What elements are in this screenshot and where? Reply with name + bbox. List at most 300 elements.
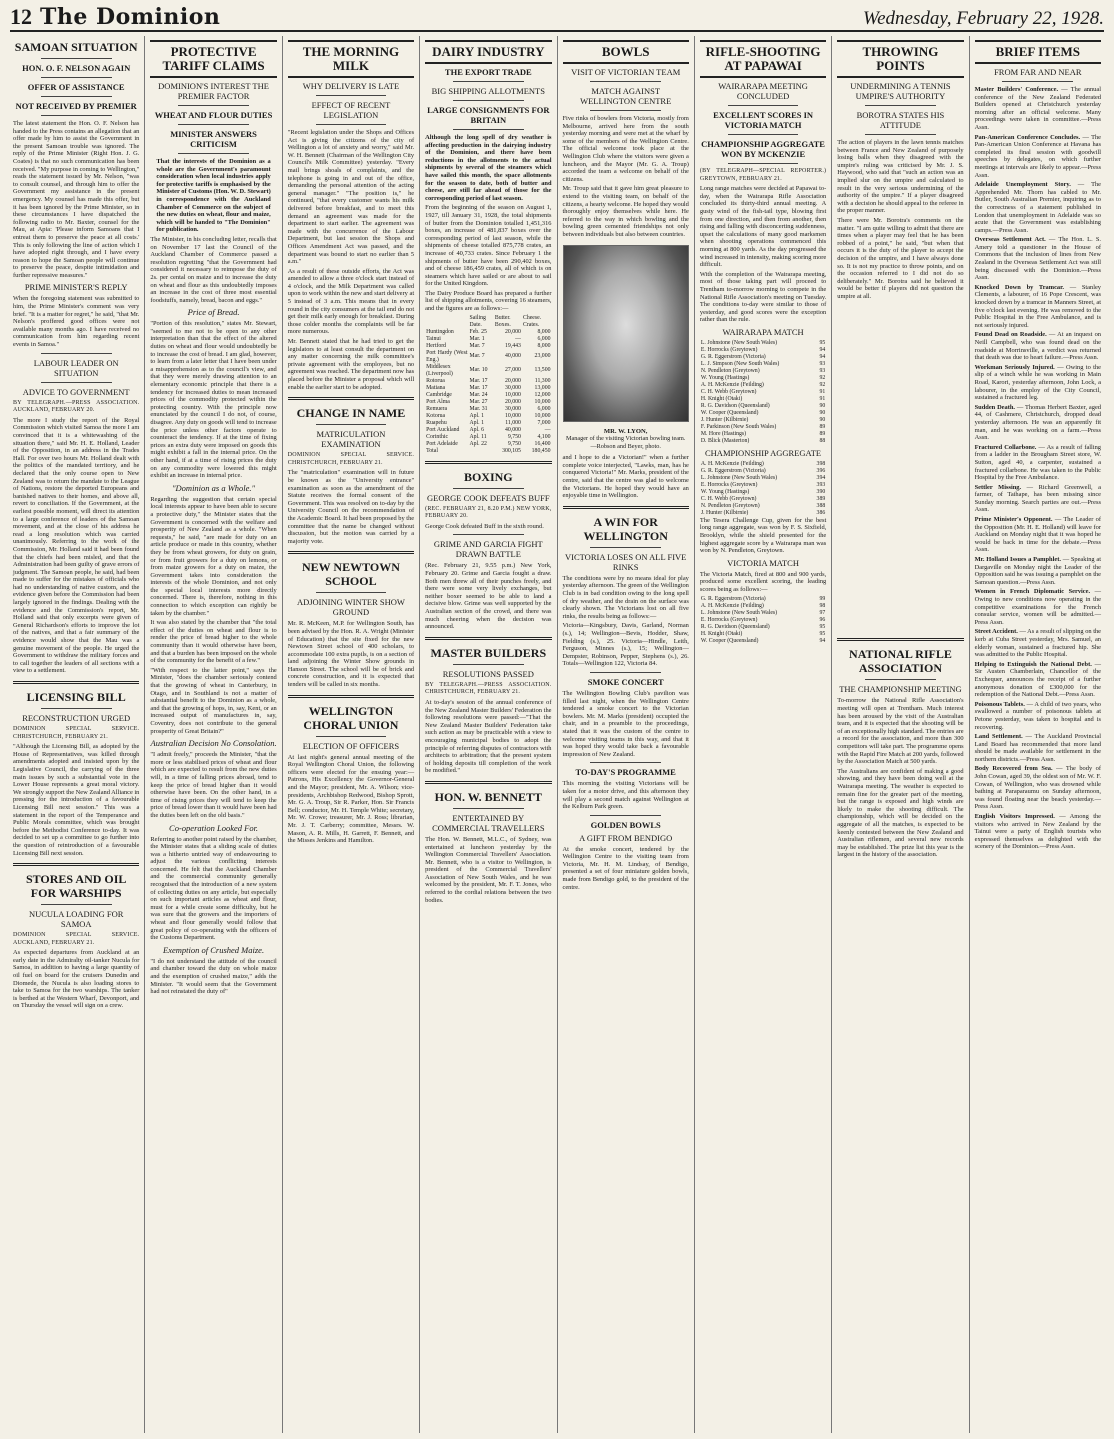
subhead: WHEAT AND FLOUR DUTIES [154, 110, 273, 120]
competitor-score: 388 [816, 502, 826, 509]
table-cell: Mar. 7 [469, 342, 485, 349]
table-cell: Corinthic [426, 433, 449, 440]
article-text: When the foregoing statement was submitted to him, the Prime Minister's comment was very brief. "It is a matter for regret," he said, "that Mr. Nelson's proffered good offices were not available many months ago. I have received no communication from him regarding recent events in Samoa." [13, 295, 140, 349]
subhead: VICTORIA LOSES ON ALL FIVE RINKS [565, 551, 687, 572]
brief-item: Helping to Extinguish the National Debt. — Sir Austen Chamberlain, Chancellor of the Exchequer, announces the receipt of a further anonymous donation of £300,000 for the redemption of the National Debt.—Press Assn. [974, 660, 1101, 699]
competitor-name: J. Hunter (Kilbirnie) [700, 416, 749, 423]
table-cell: 10,000 [534, 398, 551, 405]
table-cell [468, 448, 493, 455]
table-cell: 30,000 [505, 384, 521, 391]
headline-protective-tariff: PROTECTIVE TARIFF CLAIMS [150, 40, 276, 78]
article-lead: Although the long spell of dry weather is affecting production in the dairying industry of the Dominion, and there have been reductions in the allotments to the actual shipments by several of the steamers which have sailed this month, the space allotments for the season to date, both of butter and cheese, are still far ahead of those for the corresponding period of last season. [425, 134, 552, 202]
table-cell: Cambridge [426, 391, 452, 398]
table-row [425, 399, 551, 406]
brief-items-list [975, 86, 1101, 851]
article-text: With the completion of the Wairarapa meeting, most of those taking part will proceed to Trentham to-morrow morning to compete in the National Rifle Association's meeting on Tuesday. The conditions to-day were similar to those of yesterday, and good scores were the exception rather than the rule. [699, 270, 827, 324]
headline-master-builders: MASTER BUILDERS [430, 645, 547, 660]
subhead: WHY DELIVERY IS LATE [302, 81, 400, 91]
brief-item-title: Sudden Death. [974, 403, 1015, 411]
caption-text: Manager of the visiting Victorian bowling team. —Robson and Beyer, photo. [566, 435, 686, 450]
table-cell: 300,105 [502, 447, 521, 454]
table-cell: 11,300 [534, 377, 551, 384]
article-text: "Although the Licensing Bill, as adopted by the House of Representatives, was killed through amendments adopted and insisted upon by the Legislative Council, the carrying of the three main issues by such a substantial vote in the Lower House represents a great moral victory. We strongly support the New Zealand Alliance in pressing for the introduction of a favourable Licensing Bill next session." This was a statement in the report of the Temperance and Public Morals committee, which was brought before the Methodist Conference to-day. It was decided to set up a committee to go further into the question of reintroduction of a favourable Licensing Bill next session. [13, 743, 140, 857]
competitor-name: A. H. McKenzie (Feilding) [700, 460, 764, 467]
subhead: NUCULA LOADING FOR SAMOA [28, 909, 124, 930]
competitor-name: L. Johnstone (New South Wales) [700, 339, 778, 346]
headline-stores-oil: STORES AND OIL FOR WARSHIPS [25, 872, 127, 901]
byline: (BY TELEGRAPH—SPECIAL REPORTER.) GREYTOWN, FEBRUARY 21. [699, 168, 827, 182]
table-row [425, 392, 551, 399]
subhead: A GIFT FROM BENDIGO [579, 832, 673, 843]
subhead: BIG SHIPPING ALLOTMENTS [431, 86, 545, 96]
brief-item-title: Mr. Holland Issues a Pamphlet. [974, 556, 1061, 564]
article-text: The more I study the report of the Royal Commission which visited Samoa the more I am convinced that it is a whitewashing of the situation there," said Mr. H. E. Holland, Leader of the Opposition, in an address in the Trades Hall. For over two hours Mr. Holland dealt with the politics of the mandated territory, and he declared that the only course open to New Zealand was to return the mandate to the League of Nations, restore the deported Europeans and banished natives to their homes, and above all, revert to conciliation. If the Government, at the earliest possible moment, will direct its attention to a large conference of leaders of the Samoan movement, and at the close of his address he read a long resolution which was carried unanimously. Referring to the work of the Commission, Mr. Holland said it had been found that the chiefs had been misled, and that the Administration had been guilty of grave errors of judgment. The Samoan people, he said, had been made to suffer for the mistakes of officials who had no understanding of native custom, and the evidence given before the Commission had been largely ignored in the findings. Dealing with the evidence and the Commission's report, Mr. Holland said that only excerpts were given of General Richardson's efforts to improve the lot of the natives, and that a fair summary of the evidence would show that the Mau was a genuine movement of the people. He urged the Government to withdraw the military forces and to call together the leaders of all sections with a view to a settlement. [13, 416, 140, 675]
result-row [700, 354, 826, 361]
result-row [700, 340, 826, 347]
byline: DOMINION SPECIAL SERVICE. CHRISTCHURCH, FEBRUARY 21. [287, 452, 415, 466]
table-row [425, 434, 551, 441]
competitor-score: 99 [819, 595, 826, 602]
headline-bowls: BOWLS [563, 40, 689, 64]
competitor-name: E. Horrocks (Greytown) [700, 346, 758, 353]
headline-hon-w-bennett: HON. W. BENNETT [434, 789, 542, 804]
brief-item: Overseas Settlement Act. — The Hon. L. S. Amery told a questioner in the House of Commons that the inclusion of lines from New Zealand in the Overseas Settlement Act was still being discussed with the Dominion.—Press Assn. [974, 236, 1101, 282]
section-head: Co-operation Looked For. [169, 822, 259, 833]
table-cell: 7,000 [537, 419, 551, 426]
article-text: At to-day's session of the annual conference of the New Zealand Master Builders' Federation the following resolutions were passed:—"That the New Zealand Master Builders' Federation take such action as may be practicable with a view to encouraging municipal bodies to adopt the principle of referring disputes of contractors with architects to arbitration; that the present system of holding deposits till completion of the work be modified." [425, 698, 552, 775]
competitor-score: 94 [819, 353, 826, 360]
competitor-name: J. Hunter (Kilbirnie) [700, 509, 749, 516]
table-header-row [425, 315, 551, 329]
column-2 [145, 36, 282, 1433]
subhead: RESOLUTIONS PASSED [442, 668, 534, 679]
table-cell: Apl. 22 [469, 440, 487, 447]
table-cell: 20,000 [505, 328, 521, 335]
competitor-name: G. R. Eggerstrom (Victoria) [700, 467, 766, 474]
competitor-score: 94 [819, 637, 826, 644]
brief-item-text: As a result of slipping on the kerb at Cuba Street yesterday, Mrs. Samuel, an elderly woman, sustained a fractured hip. She was admitted to the Public Hospital. [974, 628, 1102, 659]
brief-item: English Visitors Impressed. — Among the visitors who arrived in New Zealand by the Tainui were a party of English tourists who expressed themselves as delighted with the scenery of the Dominion.—Press Assn. [974, 813, 1102, 851]
competitor-name: L. Johnstone (New South Wales) [700, 609, 778, 616]
competitor-score: 89 [819, 423, 826, 430]
section-head: Australian Decision No Consolation. [150, 738, 277, 749]
table-cell: 10,000 [505, 412, 521, 419]
brief-item-text: Thomas Herbert Baxter, aged 44, of Cashmere, Christchurch, dropped dead yesterday afternoon. He was an apparently fit man, and he was working on a farm.—Press Assn. [974, 403, 1101, 442]
table-cell: 10,000 [505, 391, 521, 398]
article-text: "With respect to the latter point," says the Minister, "does the chamber seriously contend that the growing of wheat in Canterbury, in Otago, and in Southland is not a matter of substantial benefit to the Dominion as a whole, and that the growing of hops, in, say, Kent, or an increased output of manufactures in, say, Coventry, does not contribute to the general prosperity of Great Britain?" [150, 666, 277, 735]
brief-item-title: Prime Minister's Opponent. [974, 516, 1053, 524]
result-row [700, 468, 826, 475]
competitor-score: 89 [819, 430, 826, 437]
competitor-score: 91 [819, 395, 826, 402]
table-cell: 10,000 [534, 412, 551, 419]
byline: (REC. FEBRUARY 21, 8.20 P.M.) NEW YORK, FEBRUARY 20. [425, 505, 552, 520]
headline-throwing-points: THROWING POINTS [837, 40, 963, 78]
brief-item-text: The Hon. L. S. Amery told a questioner in the House of Commons that the inclusion of lines from New Zealand in the Overseas Settlement Act was still being discussed with the Dominion.—Press Assn. [974, 236, 1101, 282]
table-row [425, 350, 551, 364]
result-row [700, 489, 826, 496]
result-row [700, 482, 826, 489]
table-cell: Hertford [426, 342, 447, 349]
table-cell: 9,750 [507, 433, 521, 440]
subhead: HON. O. F. NELSON AGAIN [22, 63, 131, 73]
result-row [700, 403, 826, 410]
brief-item-title: Body Recovered from Sea. [974, 765, 1053, 773]
result-row [700, 438, 826, 445]
table-cell: — [544, 426, 551, 433]
result-row [700, 617, 826, 624]
shipping-table [425, 315, 551, 455]
shipping-table-body [425, 329, 551, 448]
table-cell: 6,000 [537, 335, 551, 342]
byline: DOMINION SPECIAL SERVICE. CHRISTCHURCH, FEBRUARY 21. [13, 726, 140, 740]
table-cell: Mar. 31 [469, 405, 488, 412]
table-cell: Port Alma [426, 398, 450, 405]
headline-choral-union: WELLINGTON CHORAL UNION [303, 703, 399, 732]
article-text: There were Mr. Borotra's comments on the matter. "I am quite willing to admit that there are times when a player may feel that he has been robbed of a point," he said, "but when that occurs it is the duty of the player to accept the decision of the umpire, and I have always done so. It is not my practice to throw points, and on the occasion referred to I did not do so deliberately." Mr. Borotra said he believed it would be better if players did not question the umpire at all. [837, 216, 964, 300]
table-cell: Port Hardy (West Eng.) [426, 349, 468, 363]
competitor-score: 91 [819, 388, 826, 395]
headline-rifle-shooting: RIFLE-SHOOTING AT PAPAWAI [700, 40, 826, 78]
brief-item-title: Land Settlement. [974, 733, 1023, 741]
paper-name: The Dominion [40, 4, 221, 30]
table-row [425, 364, 551, 378]
table-cell: 180,450 [531, 447, 551, 454]
brief-item: Fractured Collarbone. — As a result of falling from a ladder in the Brougham Street store, W. Sutton, aged 40, a carpenter, sustained a fractured collarbone. He was taken to the Public Hospital by the Free Ambulance. [974, 443, 1101, 482]
table-cell: 8,000 [537, 328, 551, 335]
table-row [425, 427, 551, 434]
article-text: This morning the visiting Victorians will be taken for a motor drive, and this afternoon they will play a second match against Wellington at the Kelburn Park green. [562, 780, 689, 811]
column-3 [283, 36, 420, 1433]
competitor-score: 90 [819, 409, 826, 416]
subhead: EFFECT OF RECENT LEGISLATION [311, 100, 391, 120]
table-cell: 27,000 [505, 367, 521, 374]
table-cell: Mar. 10 [469, 367, 488, 374]
brief-item: Found Dead on Roadside. — At an inquest on Neill Campbell, who was found dead on the roadside at Morrinsville, a verdict was returned that death was due to heart failure.—Press Assn. [974, 331, 1101, 362]
column-8 [970, 36, 1106, 1433]
page-number: 12 [10, 4, 32, 29]
table-cell: 40,000 [505, 353, 521, 360]
subhead: ADJOINING WINTER SHOW GROUND [296, 597, 405, 618]
competitor-name: L. J. Simpson (New South Wales) [700, 360, 780, 367]
column-1 [8, 36, 145, 1433]
table-cell: Rotorua [426, 377, 445, 384]
result-row [700, 417, 826, 424]
headline-morning-milk: THE MORNING MILK [288, 40, 414, 78]
brief-item-text: A child of two years, who swallowed a number of poisonous tablets at Petone yesterday, was taken to hospital and is recovering. [974, 700, 1102, 731]
competitor-name: N. Pendleton (Greytown) [700, 367, 760, 374]
subhead: GEORGE COOK DEFEATS BUFF [427, 492, 550, 503]
competitor-name: M. Hore (Hastings) [700, 430, 747, 437]
table-cell: 12,000 [534, 391, 551, 398]
brief-item-text: The annual conference of the New Zealand Federated Builders opened at Christchurch yesterday morning after an official welcome. Many proceedings were taken in committee.—Press Assn. [974, 86, 1101, 131]
subhead: CHAMPIONSHIP AGGREGATE WON BY MCKENZIE [701, 139, 825, 159]
section-head: Price of Bread. [187, 307, 240, 318]
subhead: LARGE CONSIGNMENTS FOR BRITAIN [427, 105, 550, 125]
headline-licensing-bill: LICENSING BILL [26, 690, 126, 704]
brief-item-title: Helping to Extinguish the National Debt. [974, 660, 1092, 668]
competitor-score: 396 [816, 467, 826, 474]
article-text: The Minister, in his concluding letter, recalls that on November 17 last the Council of the Auckland Chamber of Commerce passed a resolution regretting "that the Government had considered it necessary to reimpose the duty of 2s. per cental on maize and to increase the duty on wheat and flour as this undoubtedly imposes an increase in the cost of three most essential foodstuffs, namely, bread, bacon and eggs." [150, 235, 277, 304]
table-cell: Remuera [426, 405, 448, 412]
competitor-score: 88 [819, 437, 826, 444]
table-cell: 20,000 [505, 377, 521, 384]
competitor-name: R. G. Davidson (Queensland) [700, 623, 770, 630]
competitor-score: 90 [819, 416, 826, 423]
brief-item-text: The Apprehended Mr. Thorn has cabled to Mr. Butler, South Australian Premier, inquiring as to the correctness of a statement published in London that unemployment in Adelaide was so acute that the Government was establishing camps.—Press Assn. [974, 181, 1101, 234]
table-cell: Mar. 1 [469, 335, 485, 342]
article-text: It was also stated by the chamber that "the total effect of the duties on wheat and flour is to render the price of bread higher to the whole community than it would otherwise have been, and that a burden has been imposed on the whole of the community for the benefit of a few." [150, 619, 277, 665]
byline: BY TELEGRAPH.—PRESS ASSOCIATION. AUCKLAND, FEBRUARY 20. [13, 399, 140, 414]
article-text: The latest statement the Hon. O. F. Nelson has handed to the Press contains an allegation that an offer made by him to assist the Government in the present Samoan trouble was ignored. The reply of the Prime Minister (Right Hon. J. G. Coates) is that no such communication has been received. "My purpose in coming to Wellington," reads the statement issued by Mr. Nelson, "was to consult counsel, and through him to offer the Government my assistance in the present emergency. My counsel has made this offer, but it has been ignored by the Prime Minister, so in these circumstances I have dispatched the following radio to Mr. Baxter, counsel for the Mau, at Apia: 'Please inform Samoans that I entreat them to preserve the peace at all costs.' This is only following the line of action which I have adopted right through, and I have every reason to hope the Samoan people will continue to preserve the peace, despite intimidation and further repressive measures." [13, 120, 140, 279]
subhead: OFFER OF ASSISTANCE [27, 82, 125, 92]
byline: BY TELEGRAPH.—PRESS ASSOCIATION. CHRISTCHURCH, FEBRUARY 21. [425, 681, 552, 696]
subhead: FROM FAR AND NEAR [994, 67, 1082, 77]
section-head: WAIRARAPA MATCH [722, 326, 804, 337]
result-row [700, 424, 826, 431]
brief-item: Master Builders' Conference. — The annual conference of the New Zealand Federated Builders opened at Christchurch yesterday morning after an official welcome. Many proceedings were taken in committee.—Press Assn. [974, 86, 1101, 131]
section-head: PRIME MINISTER'S REPLY [24, 282, 128, 293]
headline-dairy-industry: DAIRY INDUSTRY [425, 40, 551, 64]
result-row [700, 368, 826, 375]
table-cell: 11,000 [505, 419, 521, 426]
brief-item: Prime Minister's Opponent. — The Leader of the Opposition (Mr. H. E. Holland) will leave for Auckland on Monday night that it was hoped he would be back in time for the debate.—Press Assn. [974, 516, 1101, 554]
column-4 [420, 36, 557, 1433]
article-text: Regarding the suggestion that certain special local interests appear to have been able to secure a protective duty," the Minister states that the Government is concerned with the welfare and prosperity of New Zealand as a whole. "When requests," he said, "are made for duty on an article produce or made in this country, whether they be from wheat growers, for duty on grain, or from fruit growers for a duty on lemons, or from maize growers for a duty on maize, the Government takes into consideration the interests of the whole Dominion, and not only the special local interests more directly concerned. There is, therefore, nothing in this connection to which exception can rightly be taken by the chamber." [150, 495, 277, 617]
table-cell: Feb. 25 [469, 328, 487, 335]
caption-name: MR. W. LYON, [603, 427, 648, 435]
article-text: As a result of these outside efforts, the Act was amended to allow a three o'clock start instead of 4 o'clock, and the Milk Department was called upon to work within the new and start delivery at 5 instead of 3 a.m. This means that in every round in the city consumers at the tail end do not get their milk early enough for breakfast. During those colder months the complaints will be far more numerous. [287, 267, 415, 336]
brief-item-text: The Auckland Provincial Land Board has recommended that more land should be made available for settlement in the northern districts.—Press Assn. [974, 733, 1101, 763]
competitor-score: 393 [816, 481, 826, 488]
portrait-photo [563, 245, 689, 422]
table-cell: Apl. 11 [469, 433, 487, 440]
article-text: The "matriculation" examination will in future be known as the "University entrance" examination as soon as the amendment of the Statute receives the formal consent of the Government. This was resolved on to-day by the University Council on the recommendation of the Academic Board. It had been proposed by the committee that the name be changed without discussion, but the motion was carried by a majority vote. [287, 469, 415, 545]
competitor-score: 93 [819, 360, 826, 367]
byline: DOMINION SPECIAL SERVICE. AUCKLAND, FEBRUARY 21. [13, 932, 140, 946]
brief-item-text: The Pan-American Union Conference at Havana has completed its final session with goodwill speeches by delegates, on which further meetings at intervals are likely to appear.—Press Assn. [974, 133, 1101, 179]
table-cell: Apl. 6 [469, 426, 484, 433]
result-row [700, 610, 826, 617]
headline-change-in-name: CHANGE IN NAME [296, 406, 406, 421]
article-text: The Victoria Match, fired at 800 and 900 yards, produced some excellent scoring, the leading scores being as follows:— [699, 570, 827, 594]
results-table [700, 461, 826, 517]
results-table [700, 340, 826, 445]
competitor-name: A. H. McKenzie (Feilding) [700, 381, 764, 388]
brief-item: Street Accident. — As a result of slipping on the kerb at Cuba Street yesterday, Mrs. Samuel, an elderly woman, sustained a fractured hip. She was admitted to the Public Hospital. [974, 628, 1102, 659]
table-header-cell: Butter. Boxes. [494, 314, 511, 328]
article-text: The Tesera Challenge Cup, given for the best long range aggregate, was won by F. S. Sixfield, Brooklyn, while the shield presented for the highest aggregate score by a Wairarapa man was won by N. Pendleton, Greytown. [699, 516, 827, 555]
competitor-name: G. R. Eggerstrom (Victoria) [700, 353, 766, 360]
result-row [700, 389, 826, 396]
article-text: "Recent legislation under the Shops and Offices Act is giving the citizens of the city of Wellington a lot of anxiety and worry," said Mr. W. H. Bennett (Chairman of the Wellington City Council's Milk Committee) yesterday. "Every mail brings shoals of complaints, and the telephone is going in and out of the office, demanding the personal attention of the acting general manager." "The position is," he continued, "that every customer wants his milk delivered before breakfast, and to meet this demand an agreement was made for the department to start earlier. The agreement was made with the concurrence of the Labour Department, but last session the Shops and Offices Amendment Act was passed, and the department was bound to start no earlier than 5 a.m." [287, 129, 415, 266]
competitor-score: 95 [819, 623, 826, 630]
article-text: As expected departures from Auckland at an early date in the Admiralty oil-tanker Nucula for Samoa, in addition to having a large quantity of oil fuel on board for the cruisers Dunedin and Diomede, the Nucula is also loading stores to take to Samoa for the two warships. The tanker is berthed at the Western Wharf, Devonport, and on Thursday the vessel will sign on a crew. [13, 949, 140, 1010]
brief-item: Land Settlement. — The Auckland Provincial Land Board has recommended that more land should be made available for settlement in the northern districts.—Press Assn. [974, 733, 1101, 763]
section-head: GOLDEN BOWLS [590, 819, 661, 830]
brief-item-title: Master Builders' Conference. [974, 86, 1059, 93]
columns [8, 36, 1106, 1433]
brief-item-title: Poisonous Tablets. [974, 700, 1025, 708]
table-header-cell: Cheese. Crates. [522, 314, 542, 328]
article-text: "Portion of this resolution," states Mr. Stewart, "seemed to me not to be open to any other interpretation than that the effect of the altered duties on wheat and flour would undoubtedly be to increase the cost of bread. I am glad, however, to learn from a later letter that I have been under a misapprehension as to the council's view, and that they were merely drawing attention to an elementary economic principle that there is a tendency for increased duties to mean increased prices of the commodity protected within the protecting country. With the principle now enunciated by the council I do not, of course, disagree. Any duty on goods will tend to increase the price unless other factors operate to counteract the tendency. If at the time of fixing prices an extra duty were imposed on goods this might exhibit a fall in the internal price. On the other hand, if at a time of rising prices the duty on any commodity were lowered this might exhibit an increase in internal price. [150, 320, 277, 480]
subhead: NOT RECEIVED BY PREMIER [15, 101, 137, 111]
competitor-name: C. H. Webb (Greytown) [700, 495, 757, 502]
result-row [700, 510, 826, 517]
competitor-name: W. Cooper (Queensland) [700, 409, 759, 416]
brief-item: Pan-American Conference Concludes. — The Pan-American Union Conference at Havana has completed its final session with goodwill speeches by delegates, on which further meetings at intervals are likely to appear.—Press Assn. [974, 133, 1101, 179]
subhead: WAIRARAPA MEETING CONCLUDED [718, 81, 808, 101]
competitor-name: R. G. Davidson (Queensland) [700, 402, 770, 409]
table-row [425, 329, 551, 336]
brief-item: Mr. Holland Issues a Pamphlet. — Speaking at Dargaville on Monday night the Leader of the Opposition said he was issuing a pamphlet on the Samoan question.—Press Assn. [974, 556, 1102, 586]
brief-item-text: At an inquest on Neill Campbell, who was found dead on the roadside at Morrinsville, a verdict was returned that death was due to heart failure.—Press Assn. [974, 331, 1101, 362]
subhead: VISIT OF VICTORIAN TEAM [571, 67, 681, 77]
result-row [700, 631, 826, 638]
brief-item-title: Adelaide Unemployment Story. [974, 181, 1071, 189]
competitor-name: W. Cooper (Queensland) [700, 637, 759, 644]
article-text: Victoria—Kingsbury, Davis, Garland, Norman (s.), 14; Wellington—Bevis, Hodder, Shaw, Fielding (s.), 25. Victoria—Hindle, Leith, Ferguson, Minnes (s.), 15; Wellington—Dempster, Robinson, Pepper, Stephens (s.), 26. Totals—Wellington 122, Victoria 84. [562, 622, 689, 668]
competitor-score: 93 [819, 367, 826, 374]
brief-item: Poisonous Tablets. — A child of two years, who swallowed a number of poisonous tablets at Petone yesterday, was taken to hospital and is recovering. [974, 700, 1102, 731]
table-cell: 4,100 [537, 433, 551, 440]
article-text: "I do not understand the attitude of the council and chamber toward the duty on whole maize and the exemption of crushed maize," adds the Minister. "It would seem that the Government had not reinstated the duty of" [150, 957, 277, 996]
brief-item-text: Sir Austen Chamberlain, Chancellor of the Exchequer, announces the receipt of a further anonymous donation of £300,000 for the redemption of the National Debt.—Press Assn. [974, 668, 1101, 699]
table-cell: 9,750 [507, 440, 521, 447]
article-text: The Dairy Produce Board has prepared a further list of shipping allotments, covering 16 steamers, and the figures are as follows:— [425, 289, 552, 313]
headline-newtown-school: NEW NEWTOWN SCHOOL [301, 560, 400, 589]
table-cell: 20,000 [505, 398, 521, 405]
table-cell: Kotorua [426, 412, 446, 419]
competitor-score: 96 [819, 616, 826, 623]
competitor-name: E. Horrocks (Greytown) [700, 481, 758, 488]
table-cell: Ruapehu [426, 419, 447, 426]
result-row [700, 347, 826, 354]
table-row [425, 343, 551, 350]
brief-item: Adelaide Unemployment Story. — The Apprehended Mr. Thorn has cabled to Mr. Butler, South Australian Premier, inquiring as to the correctness of a statement published in London that unemployment in Adelaide was so acute that the Government was establishing camps.—Press Assn. [974, 181, 1101, 234]
brief-item-text: Stanley Clements, a labourer, of 16 Pope Crescent, was knocked down by a tramcar in Manners Street, at five o'clock last evening. He was removed to the Public Hospital in the Free Ambulance, and is not seriously injured. [974, 283, 1101, 329]
competitor-name: C. H. Webb (Greytown) [700, 388, 757, 395]
headline-brief-items: BRIEF ITEMS [975, 40, 1101, 64]
competitor-score: 98 [819, 602, 826, 609]
brief-item: Body Recovered from Sea. — The body of John Cowan, aged 39, the oldest son of Mr. W. F. Cowan, of Wellington, who was drowned while bathing at Paraparaumu on Sunday afternoon, was found floating near the beach yesterday.—Press Assn. [974, 765, 1101, 811]
article-lead: That the interests of the Dominion as a whole are the Government's paramount consideration when local industries apply for protective tariffs is emphasised by the Minister of Customs (Hon. W. D. Stewart) in correspondence with the Auckland Chamber of Commerce on the subject of the new duties on wheat, flour and maize, which will be handed to "The Dominion" for publication. [156, 158, 271, 234]
brief-item: Women in French Diplomatic Service. — Owing to new conditions now operating in the competitive examinations for the French consular service, women will be admitted.—Press Assn. [974, 588, 1101, 626]
table-cell: Mar. 24 [469, 391, 488, 398]
competitor-name: N. Pendleton (Greytown) [700, 502, 760, 509]
subhead: MINISTER ANSWERS CRITICISM [170, 129, 257, 149]
result-row [700, 461, 826, 468]
section-head: "Dominion as a Whole." [171, 482, 256, 493]
competitor-name: L. Johnstone (New South Wales) [700, 474, 778, 481]
table-cell: Mar. 17 [469, 384, 488, 391]
table-cell: — [515, 335, 521, 342]
section-head: VICTORIA MATCH [727, 557, 799, 568]
section-head: SMOKE CONCERT [587, 676, 664, 687]
article-text: Long range matches were decided at Papawai to-day, when the Wairarapa Rifle Association concluded its thirty-third annual meeting. A gusty wind of the fish-tail type, blowing first from one direction, and then from another, then rising and falling with disconcerting suddenness, upset the calculations of many good marksmen when shooting operations commenced this morning at 800 yards. As the day progressed the wind increased in intensity, making scoring more difficult. [699, 185, 827, 269]
brief-item-text: Richard Greenwell, a farmer, of Taihape, has been missing since Sunday morning. Search parties are out.—Press Assn. [974, 483, 1101, 514]
competitor-name: D. Blick (Masterton) [700, 437, 750, 444]
competitor-name: G. R. Eggerstrom (Victoria) [700, 595, 766, 602]
headline-samoan-situation: SAMOAN SITUATION [14, 40, 138, 54]
result-row [700, 603, 826, 610]
table-cell: 40,000 [505, 426, 521, 433]
article-text: At the smoke concert, tendered by the Wellington Centre to the visiting team from Victoria, Mr. H. M. Lindsay, of Bendigo, presented a set of four miniature golden bowls, made from Bendigo gold, to the president of the centre. [562, 845, 689, 891]
competitor-name: H. Knight (Otaki) [700, 395, 743, 402]
subhead: EXCELLENT SCORES IN VICTORIA MATCH [713, 110, 814, 130]
brief-item: Knocked Down by Tramcar. — Stanley Clements, a labourer, of 16 Pope Crescent, was knocked down by a tramcar in Manners Street, at five o'clock last evening. He was removed to the Public Hospital in the Free Ambulance, and is not seriously injured. [974, 283, 1101, 329]
table-cell: 30,000 [505, 405, 521, 412]
table-row [425, 413, 551, 420]
headline-win-for-wellington: A WIN FOR WELLINGTON [583, 514, 668, 543]
article-text: Mr. Bennett stated that he had tried to get the legislators to at least consult the department on any matter concerning the milk committee's private agreement with the employees, but no agreement was reached. The department now has placed before the Minister a proposal which will enable the earlier start to be adopted. [287, 338, 415, 391]
table-cell: 8,000 [537, 342, 551, 349]
brief-item-text: The Leader of the Opposition (Mr. H. E. Holland) will leave for Auckland on Monday night that it was hoped he would be back in time for the debate.—Press Assn. [974, 516, 1101, 554]
brief-item-title: Pan-American Conference Concludes. [974, 133, 1081, 141]
competitor-score: 95 [819, 630, 826, 637]
brief-item-title: Workman Seriously Injured. [974, 363, 1055, 371]
competitor-score: 386 [816, 509, 826, 516]
competitor-name: E. Horrocks (Greytown) [700, 616, 758, 623]
competitor-score: 398 [816, 460, 826, 467]
competitor-score: 94 [819, 346, 826, 353]
table-cell: Tainui [426, 335, 441, 342]
table-cell: Port Adelaide [426, 440, 458, 447]
table-row [425, 336, 551, 343]
column-7 [832, 36, 969, 1433]
table-row [425, 441, 551, 448]
subhead: BOROTRA STATES HIS ATTITUDE [856, 110, 945, 130]
article-text: (Rec. February 21, 9.55 p.m.) New York, February 20. Grime and Garcia fought a draw. Both men threw all of their punches freely, and there were some very lively exchanges, but neither boxer seemed to be able to land a decisive blow. Grime was well supported by the Australian section of the crowd, and there was much cheering when the decision was announced. [425, 562, 552, 631]
result-row [700, 503, 826, 510]
column-5 [558, 36, 695, 1433]
issue-date: Wednesday, February 22, 1928. [863, 8, 1104, 29]
spacer [837, 302, 963, 632]
brief-item-text: The body of John Cowan, aged 39, the oldest son of Mr. W. F. Cowan, of Wellington, who was drowned while bathing at Paraparaumu on Sunday afternoon, was found floating near the beach yesterday.—Press Assn. [974, 765, 1101, 811]
subhead: ELECTION OF OFFICERS [302, 740, 400, 751]
section-head: CHAMPIONSHIP AGGREGATE [705, 447, 822, 458]
table-cell: 6,000 [537, 405, 551, 412]
subhead: THE CHAMPIONSHIP MEETING [839, 684, 962, 695]
result-row [700, 410, 826, 417]
subhead: ENTERTAINED BY COMMERCIAL TRAVELLERS [432, 812, 545, 833]
brief-item-title: English Visitors Impressed. [974, 813, 1055, 821]
headline-national-rifle: NATIONAL RIFLE ASSOCIATION [849, 647, 952, 676]
subhead: RECONSTRUCTION URGED [22, 713, 131, 723]
competitor-score: 90 [819, 402, 826, 409]
article-text: To-morrow the National Rifle Association's meeting will open at Trentham. Much interest has been aroused by the visit of the Australian team, and it is expected that the shooting will be of an exceptionally high standard. The entries are a record for the association, and more than 300 competitors will take part. The programme opens with the Rapid Fire Match at 200 yards, followed by the Association Match at 500 yards. [837, 697, 964, 766]
brief-item-title: Women in French Diplomatic Service. [974, 588, 1091, 596]
brief-item-text: Owing to the slip of a winch while he was working in Main Road, Karori, yesterday afternoon, John Lock, a labourer, in the employ of the City Council, sustained a fractured leg. [974, 363, 1101, 402]
result-row [700, 624, 826, 631]
column-6 [695, 36, 832, 1433]
competitor-name: W. Young (Hastings) [700, 374, 750, 381]
results-table [700, 596, 826, 645]
brief-item-title: Settler Missing. [974, 483, 1022, 491]
article-text: Five rinks of bowlers from Victoria, mostly from Melbourne, arrived here from the south yesterday morning and were met at the wharf by some of the members of the Wellington Centre. The official welcome took place at the Wellington Club where the visitors were given a luncheon, and the Mayor (Mr. G. A. Troup) accorded the team a welcome on behalf of the citizens. [562, 115, 689, 183]
table-cell: Huntingdon [426, 328, 454, 335]
table-cell: Matiana [426, 384, 446, 391]
section-head: TO-DAY'S PROGRAMME [575, 767, 676, 778]
article-text: George Cook defeated Buff in the sixth round. [425, 522, 544, 530]
table-row [425, 385, 551, 392]
table-header-cell [425, 315, 468, 329]
subhead: MATCH AGAINST WELLINGTON CENTRE [580, 86, 672, 106]
table-cell: Port Auckland [426, 426, 460, 433]
article-text: "I admit freely," proceeds the Minister, "that the more or less stabilised prices of wheat and flour which are expected to result from the new duties will, in a time of falling prices abroad, tend to keep the price of bread higher than it would otherwise have been. On the other hand, in a time of rising prices they will tend to keep the price of bread lower than it would have been had the duties been left on the old basis." [150, 751, 277, 819]
section-head: Exemption of Crushed Maize. [163, 944, 265, 955]
subhead: DOMINION'S INTEREST THE PREMIER FACTOR [158, 81, 269, 101]
